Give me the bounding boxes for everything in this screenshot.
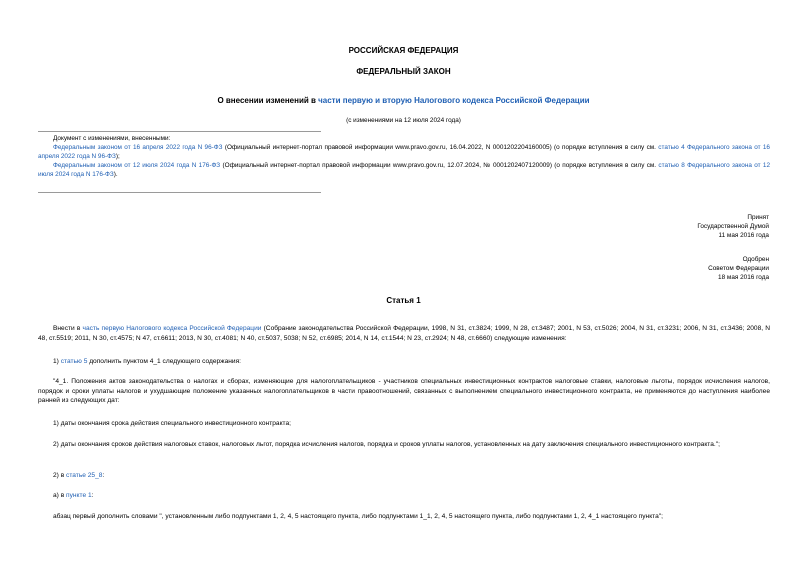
change-2-law-link[interactable]: Федеральным законом от 12 июля 2024 года N 176-ФЗ bbox=[53, 162, 221, 169]
adoption-accepted-body: Государственной Думой bbox=[697, 223, 769, 230]
point-1-link[interactable]: пункте 1 bbox=[66, 492, 92, 499]
article-paragraph-date-1: 1) даты окончания срока действия специального инвестиционного контракта; bbox=[53, 420, 291, 427]
adoption-accepted-label: Принят bbox=[747, 214, 769, 221]
law-type-heading: ФЕДЕРАЛЬНЫЙ ЗАКОН bbox=[356, 67, 451, 76]
change-1-article-link[interactable]: статью 4 Федерального закона от 16 апреля 2022 года N 96-ФЗ bbox=[38, 144, 770, 160]
article-title: Статья 1 bbox=[386, 296, 421, 305]
adoption-accepted-date: 11 мая 2016 года bbox=[718, 232, 769, 239]
change-1-text: (Официальный интернет-портал правовой информации www.pravo.gov.ru, 16.04.2022, N 0001202204160005) (о порядке вступления в силу см. bbox=[222, 144, 659, 151]
change-item-1 bbox=[38, 143, 770, 161]
approval-label: Одобрен bbox=[742, 256, 769, 263]
article-5-link[interactable]: статью 5 bbox=[60, 358, 88, 365]
article-25-8-link[interactable]: статье 25_8 bbox=[66, 472, 103, 479]
article-paragraph-addition: абзац первый дополнить словами ", установленным либо подпунктами 1, 2, 4, 5 настоящего пункта, либо подпунктами 1_1, 2, 4, 5 настоящего пункта, либо подпунктами 1, 2, 4_1 настоящего пункта"; bbox=[53, 513, 663, 520]
article-paragraph-date-2: 2) даты окончания сроков действия налоговых ставок, налоговых льгот, порядка исчисления налогов, порядка и сроков уплаты налогов, установленных на дату заключения специального инвестиционного контракта."; bbox=[53, 441, 720, 448]
duma-adoption bbox=[569, 213, 769, 240]
article-paragraph-4-1: "4_1. Положения актов законодательства о налогах и сборах, изменяющие для налогоплательщиков - участников специальных инвестиционных контрактов налоговые ставки, налоговые льготы, порядок исчисления налогов, порядок и сроки уплаты налогов и ухудшающие положение указанных налогоплательщиков в части правоотношений, связанных с выполнением специального инвестиционного контракта, не применяются до наступления наиболее ранней из следующих дат: bbox=[38, 378, 770, 405]
change-1-law-link[interactable]: Федеральным законом от 16 апреля 2022 года N 96-ФЗ bbox=[53, 144, 223, 151]
item-2-end: : bbox=[102, 472, 105, 479]
item-2-prefix: 2) в bbox=[53, 472, 67, 479]
change-2-article-link[interactable]: статью 8 Федерального закона от 12 июля 2024 года N 176-ФЗ bbox=[38, 162, 770, 178]
article-paragraph-intro bbox=[38, 324, 770, 343]
top-divider bbox=[38, 131, 321, 132]
approval-date: 18 мая 2016 года bbox=[718, 274, 769, 281]
changes-heading: Документ с изменениями, внесенными: bbox=[53, 135, 171, 142]
change-2-text: (Официальный интернет-портал правовой информации www.pravo.gov.ru, 12.07.2024, № 0001202407120009) (о порядке вступления в силу см. bbox=[220, 162, 659, 169]
changes-block bbox=[38, 134, 770, 179]
council-approval bbox=[569, 255, 769, 282]
article-paragraph-subitem-a bbox=[53, 491, 770, 501]
item-1-prefix: 1) bbox=[53, 358, 61, 365]
title-prefix: О внесении изменений в bbox=[217, 96, 319, 105]
intro-prefix: Внести в bbox=[53, 325, 83, 332]
approval-body: Советом Федерации bbox=[708, 265, 769, 272]
title-link-tax-code[interactable]: части первую и вторую Налогового кодекса Российской Федерации bbox=[318, 96, 590, 105]
subitem-a-prefix: а) в bbox=[53, 492, 67, 499]
country-heading: РОССИЙСКАЯ ФЕДЕРАЦИЯ bbox=[348, 46, 459, 55]
subitem-a-end: : bbox=[91, 492, 94, 499]
change-2-end: ). bbox=[113, 171, 118, 178]
article-paragraph-item-1 bbox=[53, 357, 770, 367]
item-1-text: дополнить пунктом 4_1 следующего содержания: bbox=[87, 358, 241, 365]
edition-note: (с изменениями на 12 июля 2024 года) bbox=[346, 117, 461, 124]
intro-text: (Собрание законодательства Российской Федерации, 1998, N 31, ст.3824; 1999, N 28, ст.3487; 2001, N 53, ст.5026; 2004, N 31, ст.3231; 2006, N 31, ст.3436; 2008, N 48, ст.5519; 2011, N 30, ст.4575; N 47, ст.6611; 2013, N 30, ст.4081; N 40, ст.5037, 5038; N 52, ст.6985; 2014, N 14, ст.1544; N 23, ст.2924; N 48, ст.6660) следующие изменения: bbox=[38, 325, 770, 342]
document-title bbox=[0, 96, 807, 105]
change-1-end: ); bbox=[115, 153, 120, 160]
change-item-2 bbox=[38, 161, 770, 179]
article-paragraph-item-2 bbox=[53, 471, 770, 481]
tax-code-part-one-link[interactable]: часть первую Налогового кодекса Российской Федерации bbox=[82, 325, 262, 332]
bottom-divider bbox=[38, 192, 321, 193]
